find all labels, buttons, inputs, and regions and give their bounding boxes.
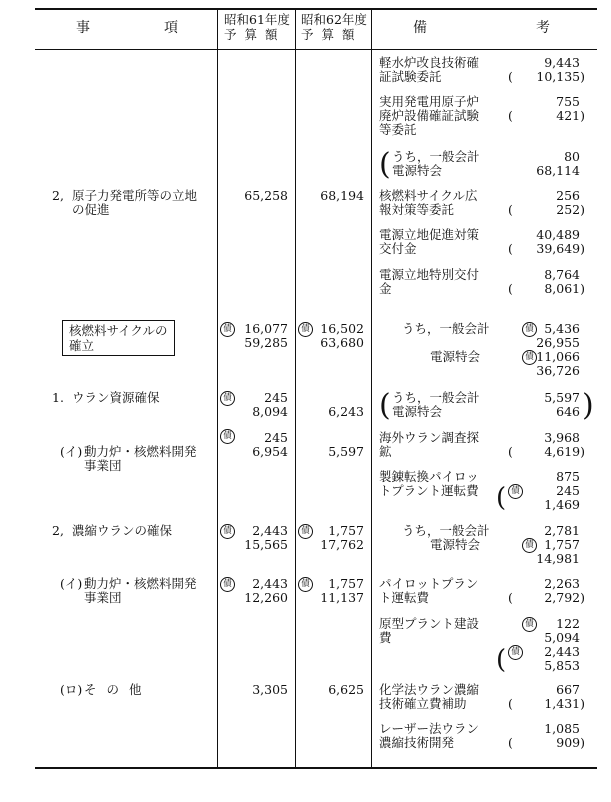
- u2ro-note-chemical-v1: 667: [556, 682, 580, 697]
- note-account-label: うち，一般会計 電源特会: [392, 149, 480, 178]
- fuel-cycle-heading: 核燃料サイクルの 確立: [62, 320, 175, 356]
- u2ro-budget-61: 3,305: [252, 682, 288, 697]
- fuel-cycle-note-general: うち，一般会計: [402, 321, 490, 336]
- note-pr-open-paren: (: [508, 202, 513, 217]
- u1-note-bracket: (: [379, 388, 391, 423]
- note-special-grant-v1: 8,764: [544, 267, 580, 282]
- header-61-line2: 予 算 額: [224, 27, 280, 42]
- u2ro-note-chemical-v2: 1,431): [544, 696, 585, 711]
- u1i-budget-62: 5,597: [328, 444, 364, 459]
- u1-note-close-bracket: ): [582, 388, 594, 423]
- bond-mark-icon: 債: [220, 391, 235, 406]
- note-decommission-label: 実用発電用原子炉 廃炉設備確証試験 等委託: [379, 94, 480, 137]
- u1-note-label: うち，一般会計 電源特会: [392, 390, 480, 419]
- u2i-budget-62: 1,757 11,137: [320, 576, 364, 605]
- bond-mark-icon: 債: [522, 538, 537, 553]
- u2-number: 2,: [52, 523, 64, 538]
- note-lwr-v1: 9,443: [544, 55, 580, 70]
- u1i-note-refining-v3: 1,469: [544, 497, 580, 512]
- fuel-cycle-note-special-values: 11,066 36,726: [536, 349, 580, 378]
- u2ro-note-laser-v2: 909): [556, 735, 585, 750]
- header-notes-2: 考: [536, 20, 550, 36]
- u2ro-title: そ の 他: [84, 682, 145, 697]
- col-divider-2: [295, 8, 296, 768]
- note-pr-v2: 252): [556, 202, 585, 217]
- bond-mark-icon: 債: [522, 350, 537, 365]
- u2i-number: (イ): [60, 576, 83, 591]
- bond-mark-icon: 債: [220, 524, 235, 539]
- header-62-line2: 予 算 額: [301, 27, 357, 42]
- u2-note-special: 電源特会: [430, 537, 481, 552]
- bond-mark-icon: 債: [220, 577, 235, 592]
- bond-mark-icon: 債: [298, 322, 313, 337]
- u2ro-note-laser: レーザー法ウラン 濃縮技術開発: [379, 721, 480, 750]
- u1-budget-62: 6,243: [328, 404, 364, 419]
- note-decommission-open-paren: (: [508, 108, 513, 123]
- fuel-cycle-budget-61: 16,077 59,285: [244, 321, 288, 350]
- header-62-line1: 昭和62年度: [301, 12, 367, 27]
- bond-mark-icon: 債: [298, 524, 313, 539]
- top-rule: [35, 8, 597, 10]
- col-divider-3: [371, 8, 372, 768]
- header-item-1: 事: [76, 20, 90, 36]
- bond-mark-icon: 債: [220, 322, 235, 337]
- note-grant-v1: 40,489: [536, 227, 580, 242]
- header-61-line1: 昭和61年度: [224, 12, 290, 27]
- u1-budget-61: 245 8,094: [252, 390, 288, 419]
- note-grant-v2: 39,649): [536, 241, 585, 256]
- u1i-title: 動力炉・核燃料開発 事業団: [84, 444, 197, 473]
- fuel-cycle-budget-62: 16,502 63,680: [320, 321, 364, 350]
- note-grant-label: 電源立地促進対策 交付金: [379, 227, 480, 256]
- u2ro-note-laser-open-paren: (: [508, 735, 513, 750]
- u2-note-general: うち，一般会計: [402, 523, 490, 538]
- fuel-cycle-note-general-values: 5,436 26,955: [536, 321, 580, 350]
- u2i-note-prototype-v4: 5,853: [544, 658, 580, 673]
- note-account-v1: 80: [564, 149, 580, 164]
- u2-note-values: 2,781 1,757 14,981: [536, 523, 580, 566]
- note-account-bracket: (: [379, 147, 391, 182]
- note-pr-v1: 256: [556, 188, 580, 203]
- bond-mark-icon: 債: [508, 645, 523, 660]
- note-special-grant-open-paren: (: [508, 281, 513, 296]
- bond-mark-icon: 債: [522, 322, 537, 337]
- note-lwr-open-paren: (: [508, 69, 513, 84]
- u1i-note-exploration-v1: 3,968: [544, 430, 580, 445]
- col-divider-1: [217, 8, 218, 768]
- u1i-number: (イ): [60, 444, 83, 459]
- u2ro-budget-62: 6,625: [328, 682, 364, 697]
- u2i-title: 動力炉・核燃料開発 事業団: [84, 576, 197, 605]
- u1i-note-refining: 製錬転換パイロッ トプラント運転費: [379, 469, 479, 498]
- fuel-cycle-note-special: 電源特会: [430, 349, 481, 364]
- u2i-note-prototype: 原型プラント建設 費: [379, 616, 480, 645]
- bottom-rule: [35, 767, 597, 769]
- u2i-budget-61: 2,443 12,260: [244, 576, 288, 605]
- note-special-grant-v2: 8,061): [544, 281, 585, 296]
- note-decommission-v1: 755: [556, 94, 580, 109]
- u2-budget-61: 2,443 15,565: [244, 523, 288, 552]
- note-lwr-label: 軽水炉改良技術確 証試験委託: [379, 55, 480, 84]
- row2-budget-61: 65,258: [244, 188, 288, 203]
- note-special-grant-label: 電源立地特別交付 金: [379, 267, 480, 296]
- row2-number: 2,: [52, 188, 64, 203]
- u2ro-number: (ロ): [60, 682, 83, 697]
- bond-mark-icon: 債: [220, 429, 235, 444]
- u2ro-note-chemical-open-paren: (: [508, 696, 513, 711]
- u2ro-note-laser-v1: 1,085: [544, 721, 580, 736]
- note-grant-open-paren: (: [508, 241, 513, 256]
- u2i-note-prototype-v2: 5,094: [544, 630, 580, 645]
- u1i-note-refining-v1: 875: [556, 469, 580, 484]
- u1-title: ウラン資源確保: [72, 390, 160, 405]
- row2-title: 原子力発電所等の立地 の促進: [72, 188, 198, 217]
- u1i-note-exploration: 海外ウラン調査探 鉱: [379, 430, 480, 459]
- u2-title: 濃縮ウランの確保: [72, 523, 173, 538]
- u2i-note-prototype-v1: 122: [556, 616, 580, 631]
- u1i-note-exploration-v2: 4,619): [544, 444, 585, 459]
- u1i-note-exploration-open-paren: (: [508, 444, 513, 459]
- u1-note-values: 5,597 646: [544, 390, 580, 419]
- bond-mark-icon: 債: [522, 617, 537, 632]
- u2i-note-prototype-bracket: (: [496, 645, 507, 675]
- header-rule: [35, 49, 597, 50]
- note-decommission-v2: 421): [556, 108, 585, 123]
- u1i-note-refining-bracket: (: [496, 483, 507, 513]
- header-item-2: 項: [164, 20, 178, 36]
- u1-number: 1.: [52, 390, 64, 405]
- u2i-note-pilot-v1: 2,263: [544, 576, 580, 591]
- u2-budget-62: 1,757 17,762: [320, 523, 364, 552]
- u2i-note-pilot: パイロットプラン ト運転費: [379, 576, 479, 605]
- bond-mark-icon: 債: [508, 484, 523, 499]
- u2i-note-prototype-v3: 2,443: [544, 644, 580, 659]
- u2i-note-pilot-v2: 2,792): [544, 590, 585, 605]
- u1i-budget-61: 245 6,954: [252, 430, 288, 459]
- u2i-note-pilot-open-paren: (: [508, 590, 513, 605]
- note-lwr-v2: 10,135): [536, 69, 585, 84]
- note-pr-label: 核燃料サイクル広 報対策等委託: [379, 188, 478, 217]
- header-notes-1: 備: [413, 20, 427, 36]
- row2-budget-62: 68,194: [320, 188, 364, 203]
- u1i-note-refining-v2: 245: [556, 483, 580, 498]
- u2ro-note-chemical: 化学法ウラン濃縮 技術確立費補助: [379, 682, 480, 711]
- note-account-v2: 68,114: [536, 163, 580, 178]
- bond-mark-icon: 債: [298, 577, 313, 592]
